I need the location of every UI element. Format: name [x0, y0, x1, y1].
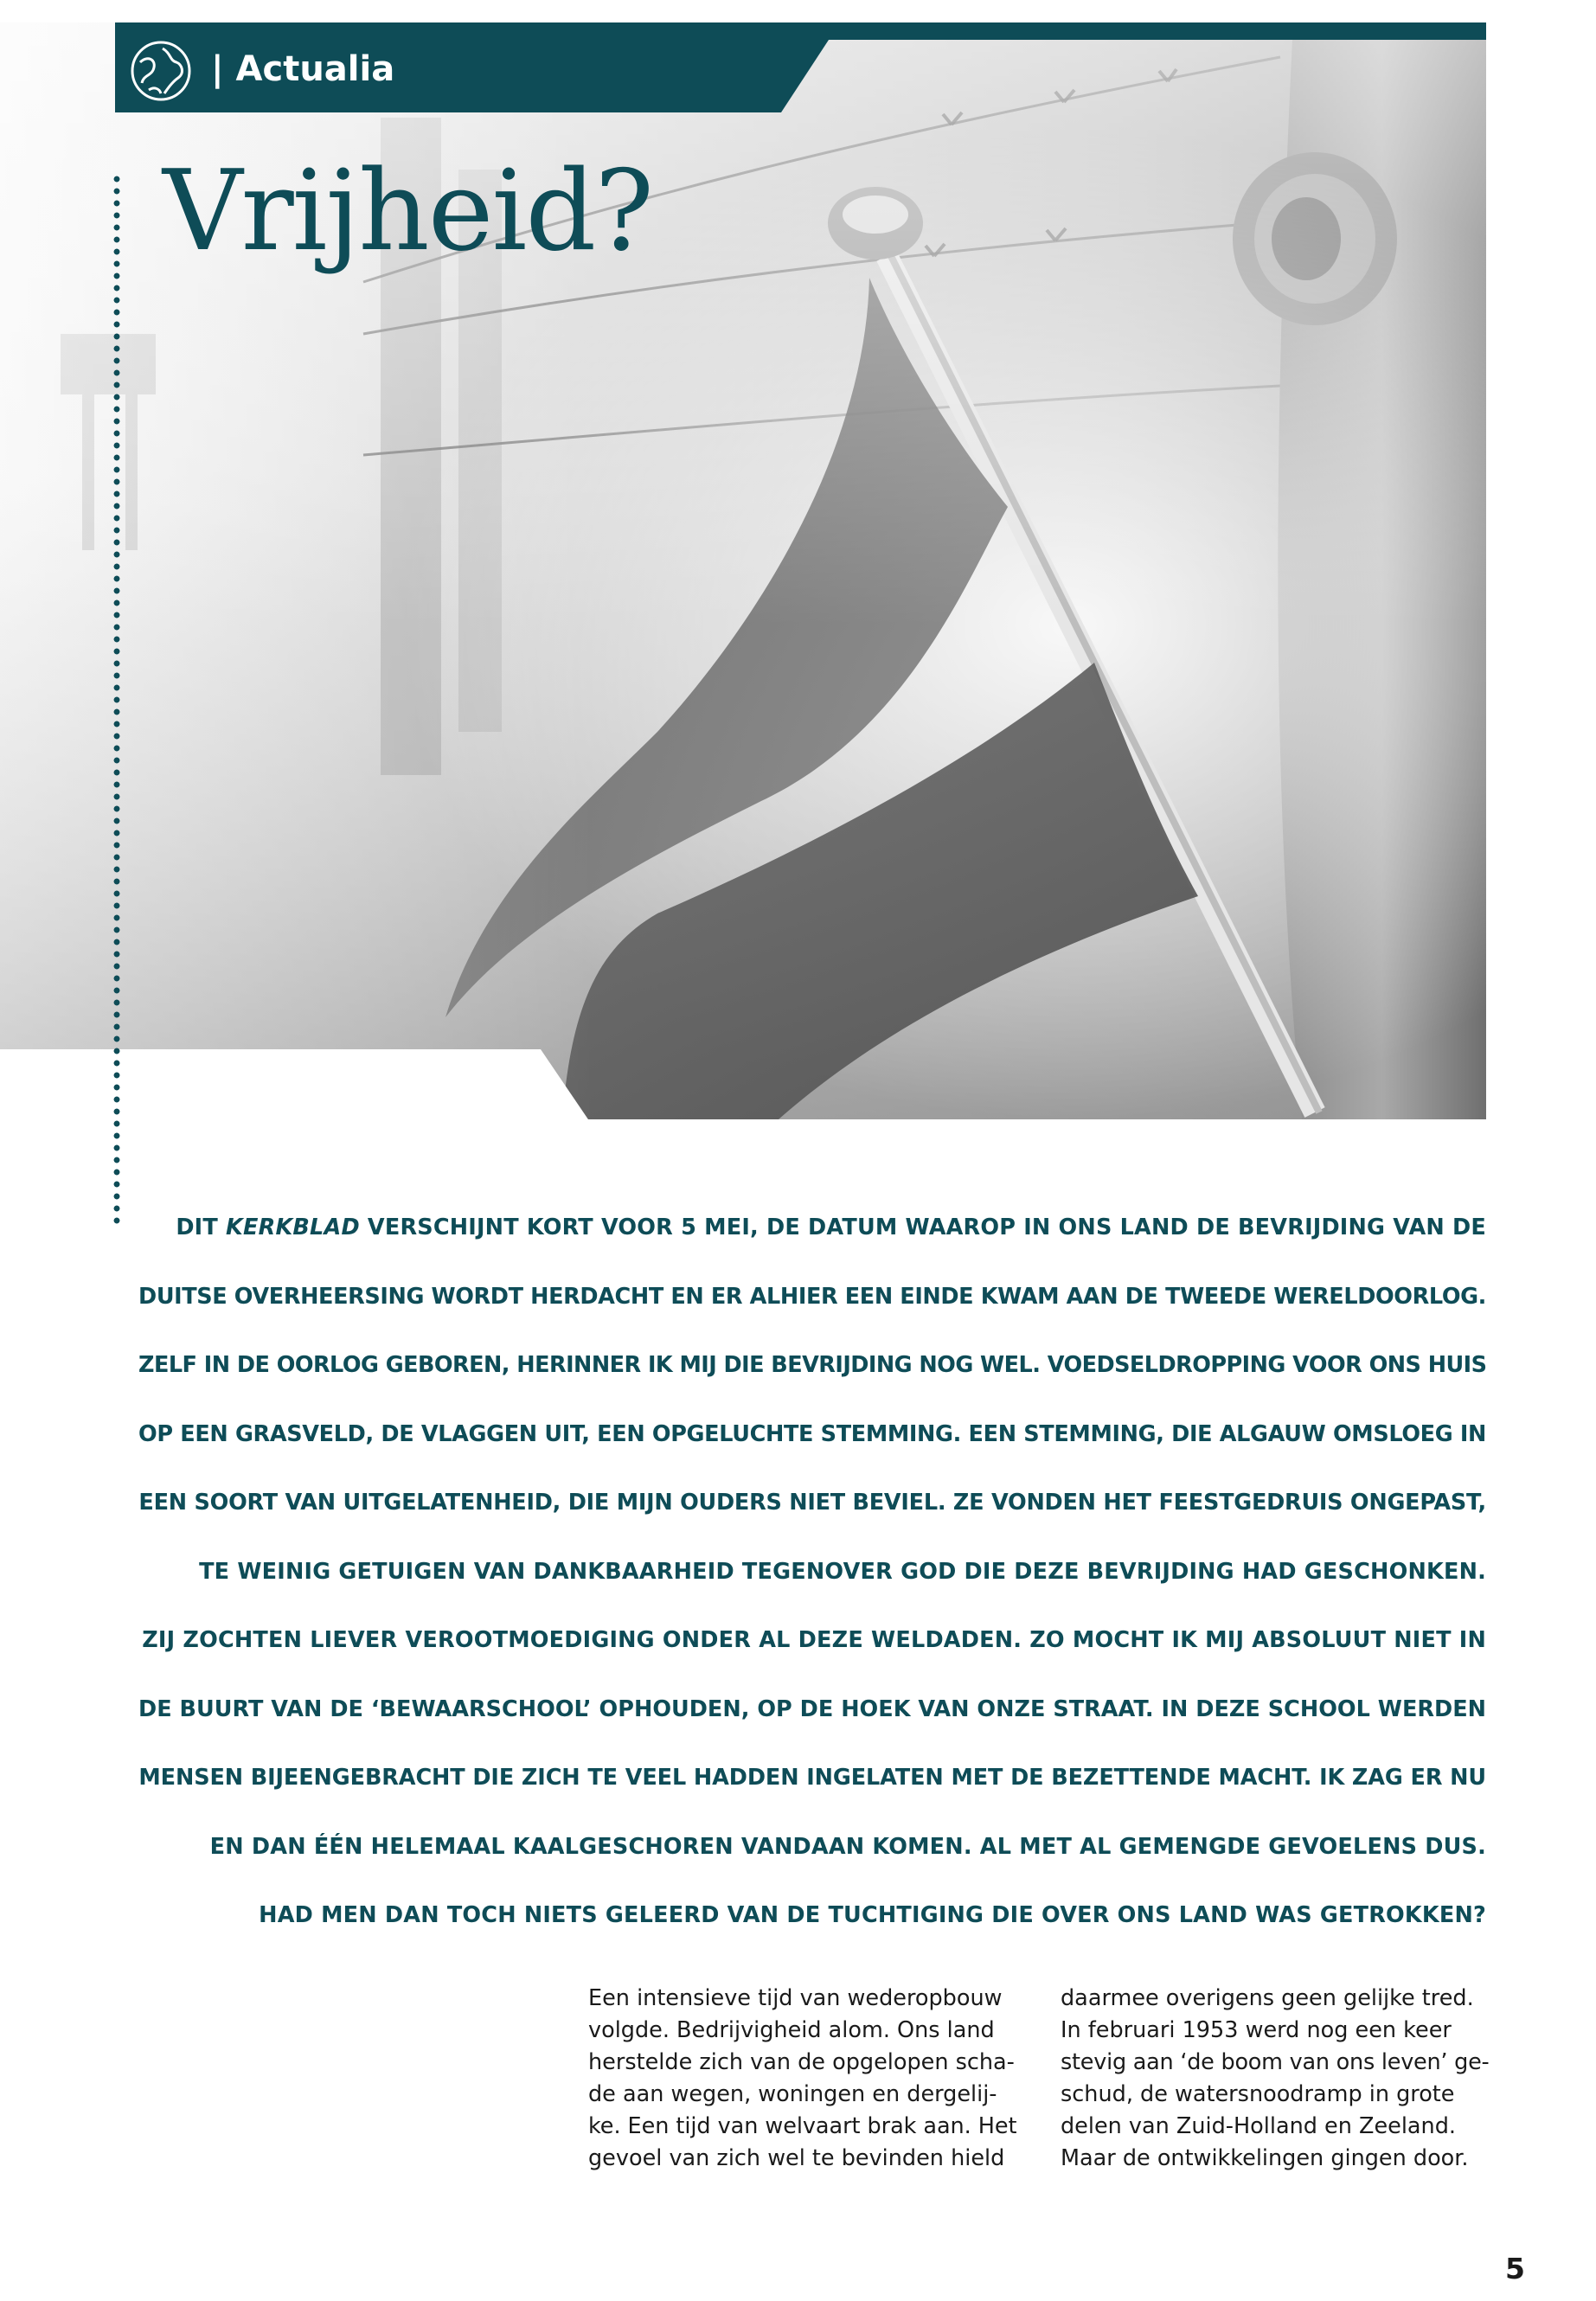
- body-text-line: In februari 1953 werd nog een keer: [1061, 2017, 1452, 2043]
- intro-line: [138, 1400, 1486, 1470]
- globe-logo-icon: [128, 38, 194, 104]
- body-text-line: schud, de watersnoodramp in grote: [1061, 2081, 1455, 2107]
- intro-line: [138, 1676, 1486, 1745]
- body-text-line: de aan wegen, woningen en dergelij-: [588, 2081, 997, 2107]
- intro-text: EEN SOORT VAN UITGELATENHEID, DIE MIJN OUDERS NIET BEVIEL. ZE VONDEN HET FEESTGEDRUIS ONGEPAST,: [138, 1490, 1486, 1516]
- page-title: Vrijheid?: [163, 147, 652, 276]
- body-text-line: daarmee overigens geen gelijke tred.: [1061, 1985, 1474, 2011]
- intro-text: OP EEN GRASVELD, DE VLAGGEN UIT, EEN OPGELUCHTE STEMMING. EEN STEMMING, DIE ALGAUW OMSLOEG IN: [138, 1420, 1487, 1447]
- page-number: 5: [1505, 2252, 1525, 2285]
- intro-paragraph: [138, 1194, 1486, 1951]
- intro-text: EN DAN ÉÉN HELEMAAL KAALGESCHOREN VANDAAN KOMEN. AL MET AL GEMENGDE GEVOELENS DUS.: [209, 1833, 1486, 1860]
- intro-text: DUITSE OVERHEERSING WORDT HERDACHT EN ER ALHIER EEN EINDE KWAM AAN DE TWEEDE WERELDOORLOG.: [138, 1283, 1486, 1310]
- body-text-line: Een intensieve tijd van wederopbouw: [588, 1985, 1003, 2011]
- intro-line: [138, 1194, 1486, 1263]
- body-column-1: [588, 1983, 1017, 2175]
- intro-line: [138, 1881, 1486, 1951]
- intro-line: [138, 1744, 1486, 1813]
- intro-line: [138, 1331, 1486, 1400]
- intro-text: TE WEINIG GETUIGEN VAN DANKBAARHEID TEGENOVER GOD DIE DEZE BEVRIJDING HAD GESCHONKEN.: [199, 1558, 1486, 1585]
- intro-text: DIT: [176, 1215, 227, 1240]
- intro-text: HAD MEN DAN TOCH NIETS GELEERD VAN DE TUCHTIGING DIE OVER ONS LAND WAS GETROKKEN?: [259, 1902, 1486, 1928]
- intro-line: [138, 1538, 1486, 1607]
- body-text-line: ke. Een tijd van welvaart brak aan. Het: [588, 2113, 1017, 2139]
- intro-line: [138, 1263, 1486, 1332]
- section-label: | Actualia: [211, 49, 395, 89]
- body-column-2: [1061, 1983, 1490, 2175]
- body-text-line: stevig aan ‘de boom van ons leven’ ge-: [1061, 2049, 1490, 2075]
- body-text-line: volgde. Bedrijvigheid alom. Ons land: [588, 2017, 995, 2043]
- intro-line: [138, 1813, 1486, 1882]
- intro-text: DE BUURT VAN DE ‘BEWAARSCHOOL’ OPHOUDEN, OP DE HOEK VAN ONZE STRAAT. IN DEZE SCHOOL WERDEN: [138, 1695, 1487, 1722]
- body-text-line: herstelde zich van de opgelopen scha-: [588, 2049, 1015, 2075]
- intro-text: ZIJ ZOCHTEN LIEVER VEROOTMOEDIGING ONDER AL DEZE WELDADEN. ZO MOCHT IK MIJ ABSOLUUT NIET IN: [142, 1627, 1486, 1653]
- intro-text: ZELF IN DE OORLOG GEBOREN, HERINNER IK MIJ DIE BEVRIJDING NOG WEL. VOEDSELDROPPING VOOR ONS HUIS: [138, 1352, 1487, 1378]
- intro-emphasis: KERKBLAD: [226, 1215, 360, 1240]
- intro-text: MENSEN BIJEENGEBRACHT DIE ZICH TE VEEL HADDEN INGELATEN MET DE BEZETTENDE MACHT. IK ZAG ER NU: [138, 1765, 1486, 1791]
- body-text-line: Maar de ontwikkelingen gingen door.: [1061, 2145, 1469, 2171]
- body-text-line: gevoel van zich wel te bevinden hield: [588, 2145, 1005, 2171]
- intro-text: VERSCHIJNT KORT VOOR 5 MEI, DE DATUM WAAROP IN ONS LAND DE BEVRIJDING VAN DE: [359, 1215, 1486, 1240]
- body-text-line: delen van Zuid-Holland en Zeeland.: [1061, 2113, 1456, 2139]
- intro-line: [138, 1606, 1486, 1676]
- intro-line: [138, 1469, 1486, 1538]
- dotted-divider: [113, 173, 120, 1228]
